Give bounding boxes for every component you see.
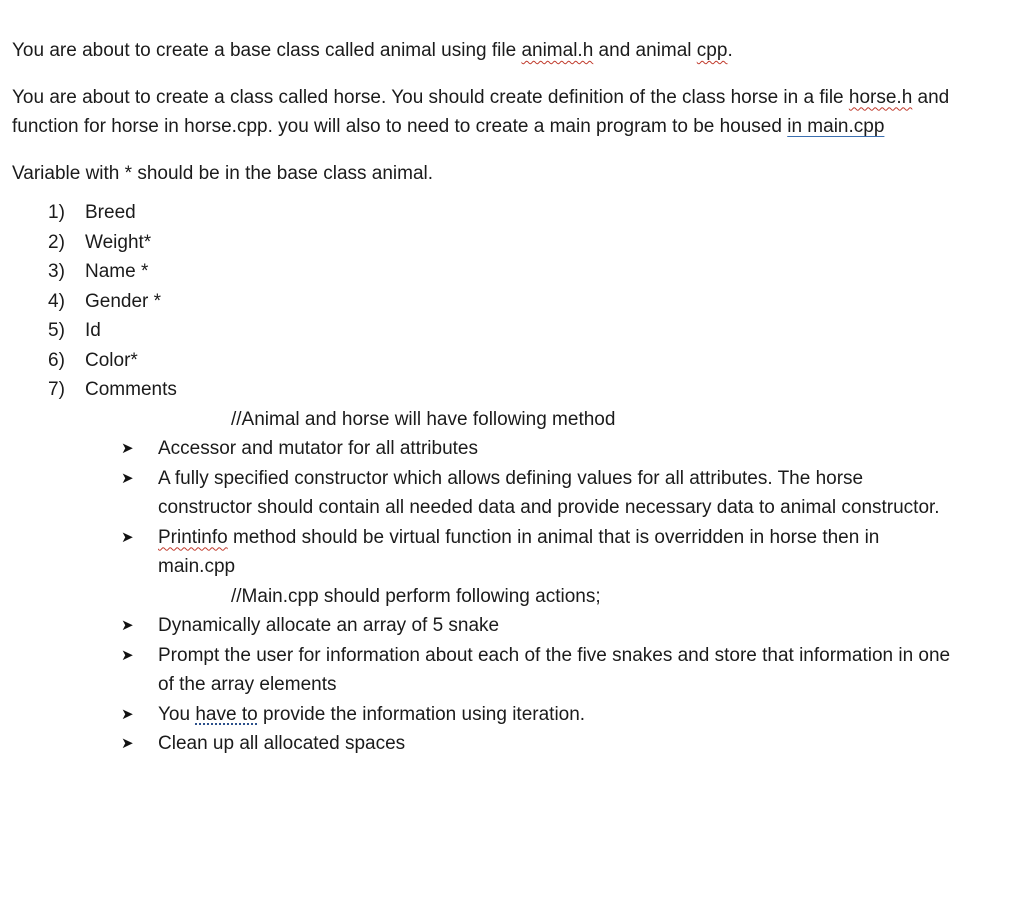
list-item [12, 523, 958, 582]
intro-paragraph-2 [12, 83, 1012, 142]
list-item [12, 611, 958, 641]
intro-line-1-period: . [727, 40, 733, 61]
list-item-label: Weight* [85, 231, 152, 253]
list-item [12, 257, 1012, 287]
methods-list [12, 434, 1012, 582]
list-item [12, 316, 1012, 346]
main-cpp-filename: in main.cpp [787, 116, 885, 137]
intro-para-2-text-b: and function for horse in horse.cpp. you will also to need to create a main program to be housed [12, 86, 950, 137]
arrow-bullet-icon: ➤ [121, 440, 134, 457]
variable-list [12, 198, 1012, 405]
animal-h-filename: animal.h [521, 40, 594, 61]
horse-h-filename: horse.h [848, 86, 913, 108]
list-item-text: A fully specified constructor which allows defining values for all attributes. The horse constructor should contain all needed data and provide necessary data to animal constructor. [158, 467, 940, 518]
list-item-text: provide the information using iteration. [257, 703, 586, 725]
list-number: 2) [48, 231, 65, 253]
list-item [12, 641, 958, 700]
printinfo-word: Printinfo [158, 526, 228, 548]
list-item [12, 346, 1012, 376]
list-item [12, 729, 958, 759]
intro-line-1-text-a: You are about to create a base class called animal using file [12, 40, 522, 61]
list-item-label: Breed [85, 202, 136, 223]
arrow-bullet-icon: ➤ [121, 617, 134, 634]
arrow-bullet-icon: ➤ [121, 469, 134, 487]
list-item-label: Comments [85, 379, 177, 400]
list-number: 6) [48, 349, 65, 371]
list-item [12, 375, 1012, 405]
cpp-word: cpp [696, 40, 728, 61]
document-body [12, 36, 1012, 759]
list-number: 4) [48, 290, 65, 312]
list-item-text: Accessor and mutator for all attributes [158, 438, 478, 459]
list-item-text: Clean up all allocated spaces [158, 733, 406, 754]
arrow-bullet-icon: ➤ [121, 646, 134, 664]
list-item-text: Prompt the user for information about each of the five snakes and store that information in one of the array elements [158, 644, 951, 695]
variable-note: Variable with * should be in the base class animal. [12, 162, 434, 184]
list-item-label: Name * [85, 261, 149, 282]
methods-comment: //Animal and horse will have following method [231, 408, 616, 430]
list-item [12, 287, 1012, 317]
have-to-phrase: have to [195, 703, 258, 725]
arrow-bullet-icon: ➤ [121, 528, 134, 546]
list-number: 7) [48, 379, 65, 400]
list-item [12, 198, 1012, 228]
intro-line-1 [12, 36, 1012, 66]
arrow-bullet-icon: ➤ [121, 735, 134, 752]
list-item [12, 464, 958, 523]
list-item-label: Color* [85, 349, 138, 371]
intro-para-2-text-a: You are about to create a class called horse. You should create definition of the class horse in a file [12, 86, 849, 108]
actions-list [12, 611, 1012, 759]
list-number: 5) [48, 320, 65, 341]
list-number: 1) [48, 202, 65, 223]
list-item-text: method should be virtual function in animal that is overridden in horse then in main.cpp [158, 526, 880, 577]
list-item [12, 434, 958, 464]
main-comment: //Main.cpp should perform following actions; [231, 585, 601, 607]
list-item [12, 228, 1012, 258]
list-item-text: You [158, 703, 196, 725]
list-item-label: Gender * [85, 290, 162, 312]
intro-line-1-text-b: and animal [593, 40, 697, 61]
list-number: 3) [48, 261, 65, 282]
list-item [12, 700, 958, 730]
arrow-bullet-icon: ➤ [121, 705, 134, 723]
list-item-label: Id [85, 320, 101, 341]
list-item-text: Dynamically allocate an array of 5 snake [158, 615, 500, 636]
